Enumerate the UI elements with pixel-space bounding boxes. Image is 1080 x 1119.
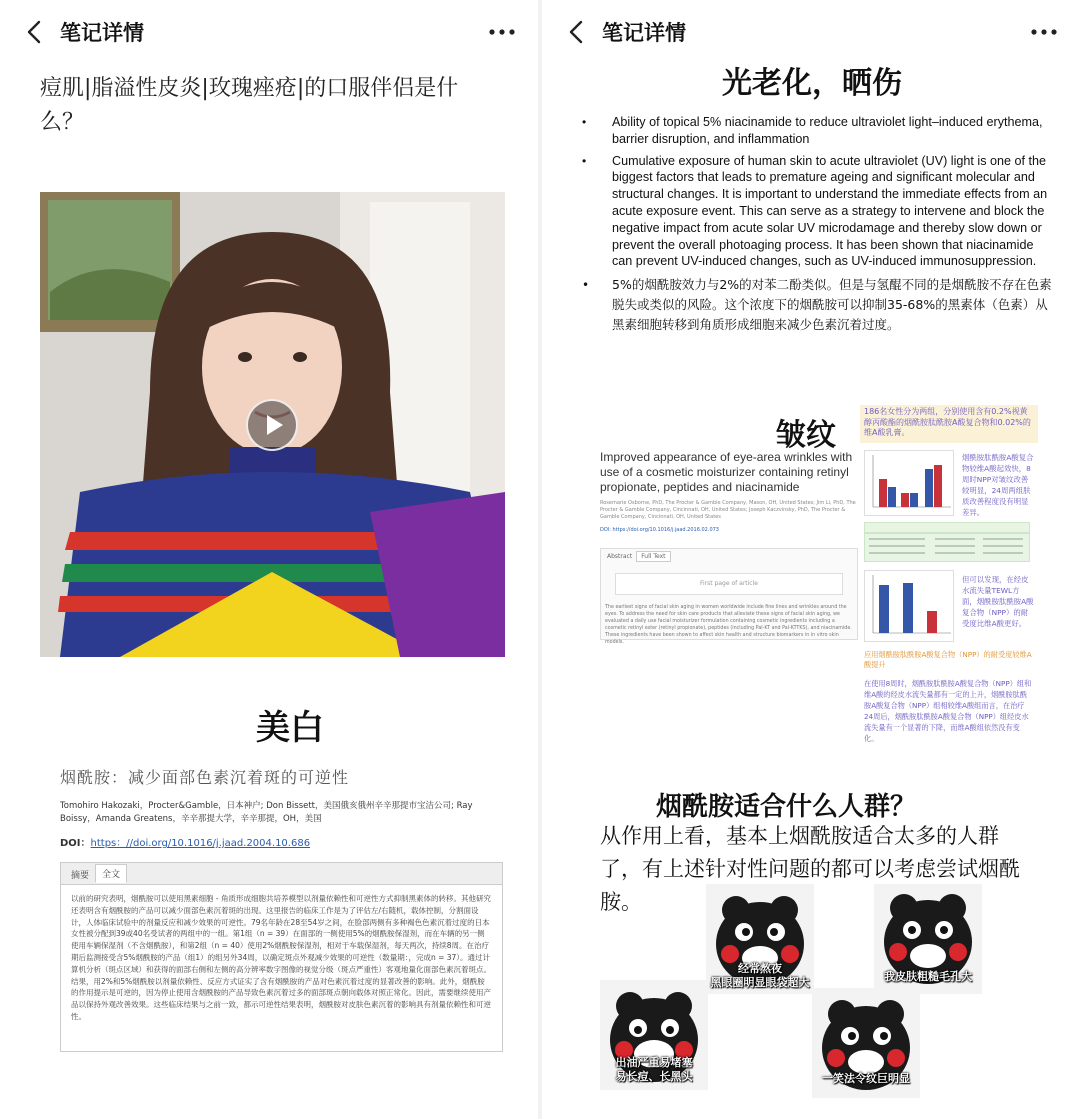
sticker-caption: 经常熬夜 黑眼圈明显眼袋超大 bbox=[710, 962, 810, 989]
results-table-image bbox=[864, 522, 1030, 562]
note-title: 痘肌|脂溢性皮炎|玫瑰痤疮|的口服伴侣是什么？ bbox=[40, 76, 459, 135]
tab-abstract[interactable]: 摘要 bbox=[71, 871, 90, 881]
paper-authors: Tomohiro Hakozaki，Procter&Gamble，日本神户; Don Bissett，美国俄亥俄州辛辛那提市宝洁公司; Ray Boissy，Amanda Greatens，辛辛那提大学，辛辛那提，OH，美国 bbox=[60, 801, 473, 824]
paper-abstract-text: 以前的研究表明，烟酰胺可以使用黑素细胞 - 角质形成细胞共培养模型以剂量依赖性和可逆性方式抑制黑素体的转移。其他研究还表明含有烟酰胺的产品可以减少面部色素沉着斑的出现。这里报告的临床工作是为了评估左/右随机，载体控制，分割面设计，人体临床试验中的剂量反应和减少效果的可逆性。79名年龄在28至54岁之间，在脸部两侧有多种褐色色素沉着过度的日本女性被分配到39或40名受试者的两组中的一组。第1组（n = 39）在面部的一侧使用5%的烟酰胺保湿剂，而在车辆的另一侧使用车辆保湿剂（不含烟酰胺），和第2组（n = 40）使用2%烟酰胺保湿剂，相对于车载保湿剂，每天两次，持续8周。在治疗期后监测接受含5%烟酰胺的产品（组1）的组另外34周，以确定斑点外观减少效果的可逆性（数量期：，完成n = 37）。通过计算机分析（斑点区域）和获得的面部右侧和左侧的高分辨率数字图像的视觉分级（斑点严重性）客观地量化面部色素沉着斑点。结果，用2%和5%烟酰胺以剂量依赖性、反应方式证实了含有烟酰胺的产品对色素沉着过度的显著改善的影响。此外，烟酰胺的作用提示是可逆的，因为停止使用含烟酰胺的产品导致色素沉着过多的面部斑点朝向载体对照正常化。因此，需要继续使用产品以保持外观改善效果。这些临床结果与之前一致，都示可逆性结果表明，烟酰胺对皮肤色素沉着的影响具有剂量依赖性和可逆性。 bbox=[71, 894, 491, 1021]
play-icon bbox=[248, 401, 296, 449]
tab-abstract[interactable]: Abstract bbox=[607, 553, 633, 560]
wrinkle-bar-chart-image bbox=[864, 450, 954, 516]
tab-full-text[interactable]: Full Text bbox=[636, 551, 670, 562]
article-title: Improved appearance of eye-area wrinkles with use of a cosmetic moisturizer containing retinyl propionate, peptides and niacinamide bbox=[600, 450, 853, 494]
article-tabs bbox=[603, 551, 671, 562]
sticker-image bbox=[874, 884, 982, 994]
paper-doi bbox=[60, 834, 310, 849]
conclusion-text: 从作用上看，基本上烟酰胺适合太多的人群了，有上述针对性问题的都可以考虑尝试烟酰胺。 bbox=[600, 824, 1020, 914]
bullet-item: • 5%的烟酰胺效力与2%的对苯二酚类似。但是与氢醌不同的是烟酰胺不存在色素脱失或类似的风险。这个浓度下的烟酰胺可以抑制35-68%的黑素体（色素）从黑素细胞转移到角质形成细胞来减少色素沉着过度。 bbox=[582, 275, 1052, 341]
paper-title: 烟酰胺：减少面部色素沉着斑的可逆性 bbox=[60, 768, 350, 787]
video-player[interactable] bbox=[40, 192, 505, 657]
article-first-page-image: First page of article bbox=[615, 573, 843, 595]
study-note-violet: 在使用8周时，烟酰胺肽酰胺A酸复合物（NPP）组和维A酸的经皮水流失量都有一定的上升，烟酰胺肽酰胺A酸复合物（NPP）组相较维A酸组而言，在治疗24周后，烟酰胺肽酰胺A酸复合物（NPP）组经皮水流失量有一个显著的下降，而维A酸组依然没有变化。 bbox=[864, 679, 1032, 743]
sticker-caption: 出油严重易堵塞 易长痘、长黑头 bbox=[615, 1056, 693, 1083]
paper-tabs bbox=[61, 863, 502, 885]
photoaging-bullets bbox=[582, 114, 1052, 346]
study-note-side-2: 但可以发现，在经皮水流失量TEWL方面，烟酰胺肽酰胺A酸复合物（NPP）的耐受度比维A酸更好。 bbox=[962, 575, 1034, 628]
more-horizontal-icon[interactable] bbox=[1030, 22, 1058, 42]
sticker-caption: 我皮肤粗糙毛孔大 bbox=[884, 970, 972, 983]
right-note-panel bbox=[542, 0, 1080, 1119]
sticker-caption: 一笑法令纹巨明显 bbox=[822, 1072, 910, 1085]
sticker-image bbox=[706, 884, 814, 994]
bullet-item: • Ability of topical 5% niacinamide to reduce ultraviolet light–induced erythema, barrier disruption, and inflammation bbox=[582, 114, 1052, 148]
bar-chart-graphic bbox=[865, 451, 953, 515]
left-note-panel bbox=[0, 0, 538, 1119]
sticker-image bbox=[600, 980, 708, 1090]
table-graphic bbox=[865, 523, 1029, 561]
more-horizontal-icon[interactable] bbox=[488, 22, 516, 42]
article-box bbox=[600, 548, 858, 645]
page-title: 笔记详情 bbox=[602, 21, 686, 45]
section-heading-photoaging: 光老化，晒伤 bbox=[722, 66, 902, 101]
top-bar bbox=[542, 0, 1080, 64]
study-note-side-1: 烟酰胺肽酰胺A酸复合物较维A酸起效快，8周时NPP对皱纹改善较明显，24周两组肤质改善程度没有明显差异。 bbox=[962, 453, 1034, 517]
bar-chart-graphic bbox=[865, 571, 953, 641]
paper-abstract-box bbox=[60, 862, 503, 1052]
tewl-bar-chart-image bbox=[864, 570, 954, 642]
section-heading-suitable: 烟酰胺适合什么人群？ bbox=[656, 792, 917, 822]
bullet-item: • Cumulative exposure of human skin to acute ultraviolet (UV) light is one of the biggest factors that leads to premature ageing and significant molecular and structural changes. It is important to understand the immediate effects from an acute exposure event. This can serve as a strategy to intervene and block the negative impact from acute solar UV microdamage and thereby slow down or prevent the overall photoaging process. It has been shown that niacinamide can prevent UV-induced changes, such as UV-induced immunosuppression. bbox=[582, 153, 1052, 271]
doi-link[interactable]: https：//doi.org/10.1016/j.jaad.2004.10.686 bbox=[90, 838, 311, 849]
study-note-orange: 应用烟酰胺肽酰胺A酸复合物（NPP）的耐受度较维A酸提升 bbox=[864, 650, 1032, 669]
sticker-image bbox=[812, 988, 920, 1098]
tab-full-text[interactable]: 全文 bbox=[95, 864, 127, 883]
section-heading-whitening: 美白 bbox=[256, 708, 324, 748]
study-note-yellow: 186名女性分为两组，分别使用含有0.2%视黄醇丙酸酯的烟酰胺肽酰胺A酸复合物和0.02%的维A酸乳膏。 bbox=[860, 405, 1038, 443]
section-heading-wrinkles: 皱纹 bbox=[776, 418, 836, 453]
article-text: The earliest signs of facial skin aging in women worldwide include fine lines and wrinkles around the eyes. To address the need for skin care products that alleviate these signs of facial skin aging, we evaluated a daily use facial moisturizer formulation containing cosmetic ingredients including a cosmetic retinyl ester (retinyl propionate), peptides (including Pal-KT and Pal-KTTKS), and niacinamide. These ingredients have been shown to affect skin health and structure biomarkers in in vitro skin models. bbox=[605, 605, 852, 645]
top-bar bbox=[0, 0, 538, 64]
article-meta bbox=[600, 500, 858, 534]
chevron-left-icon[interactable] bbox=[24, 20, 46, 44]
article-authors: Rosemarie Osborne, PhD, The Procter & Gamble Company, Mason, OH, United States; Jim Li, PhD, The Procter & Gamble Company, Cincinnati, OH, United States; Joseph Kaczvinsky, PhD, The Procter & Gamble Company, Cincinnati, OH, United States bbox=[600, 500, 856, 520]
article-doi[interactable]: DOI: https://doi.org/10.1016/j.jaad.2016.02.073 bbox=[600, 527, 719, 533]
page-title: 笔记详情 bbox=[60, 21, 144, 45]
chevron-left-icon[interactable] bbox=[566, 20, 588, 44]
play-button[interactable] bbox=[246, 399, 298, 451]
doi-label: DOI： bbox=[60, 838, 91, 849]
